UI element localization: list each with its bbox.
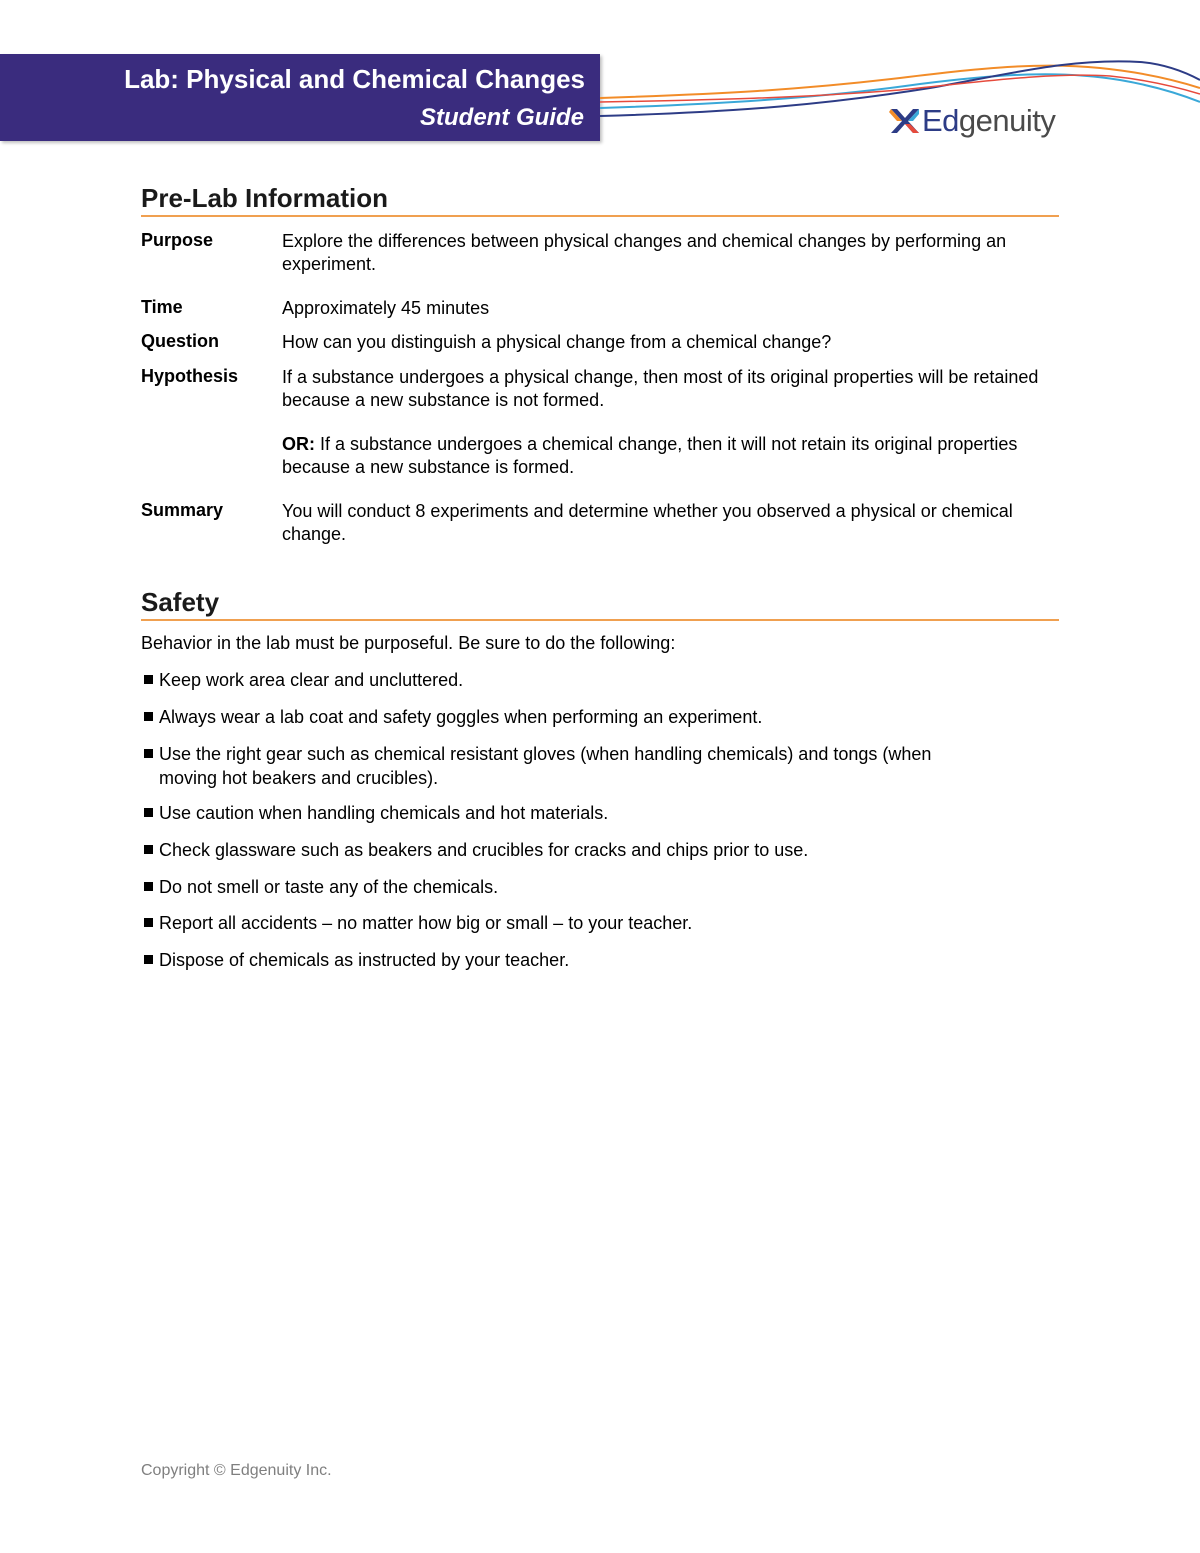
list-item-text: Use caution when handling chemicals and hot materials. [159,803,609,823]
prelab-value: Explore the differences between physical changes and chemical changes by performing an experiment. [282,231,1007,274]
or-label: OR: [282,434,315,454]
prelab-label: Time [141,297,183,317]
prelab-value: If a substance undergoes a physical change, then most of its original properties will be retained because a new substance is not formed. [282,367,1039,410]
list-item-text: Do not smell or taste any of the chemicals. [159,877,499,897]
square-bullet-icon [144,712,153,721]
edgenuity-x-logo-icon [888,105,920,137]
safety-divider [141,619,1059,621]
safety-heading: Safety [141,587,220,617]
logo-wordmark-suffix: genuity [958,103,1056,138]
square-bullet-icon [144,845,153,854]
safety-intro: Behavior in the lab must be purposeful. Be sure to do the following: [141,633,676,653]
square-bullet-icon [144,955,153,964]
list-item-text: Keep work area clear and uncluttered. [159,670,464,690]
edgenuity-logo [888,101,1055,141]
title-banner [0,54,600,141]
copyright-notice: Copyright © Edgenuity Inc. [141,1462,332,1479]
prelab-value: You will conduct 8 experiments and determine whether you observed a physical or chemical change. [282,501,1013,544]
list-item-text: Dispose of chemicals as instructed by your teacher. [159,950,570,970]
square-bullet-icon [144,749,153,758]
list-item-text: Always wear a lab coat and safety goggles when performing an experiment. [159,707,763,727]
prelab-label: Purpose [141,230,214,250]
list-item-text: Use the right gear such as chemical resistant gloves (when handling chemicals) and tongs (when moving hot beakers and crucibles). [159,744,932,788]
prelab-value: How can you distinguish a physical change from a chemical change? [282,332,832,352]
document-subtitle: Student Guide [420,104,584,131]
logo-wordmark-prefix: Ed [922,103,959,138]
prelab-label: Summary [141,500,224,520]
square-bullet-icon [144,918,153,927]
square-bullet-icon [144,882,153,891]
prelab-value: Approximately 45 minutes [282,298,490,318]
logo-wordmark [922,103,1055,139]
prelab-divider [141,215,1059,217]
square-bullet-icon [144,675,153,684]
document-title: Lab: Physical and Chemical Changes [124,64,585,94]
square-bullet-icon [144,808,153,817]
prelab-label: Hypothesis [141,366,239,386]
prelab-label: Question [141,331,220,351]
prelab-value-alternate [282,433,1057,478]
list-item-text: Report all accidents – no matter how big or small – to your teacher. [159,913,693,933]
alternate-hypothesis-text: If a substance undergoes a chemical change, then it will not retain its original properties because a new substance is formed. [282,434,1018,477]
prelab-heading: Pre-Lab Information [141,183,389,213]
list-item-text: Check glassware such as beakers and crucibles for cracks and chips prior to use. [159,840,809,860]
